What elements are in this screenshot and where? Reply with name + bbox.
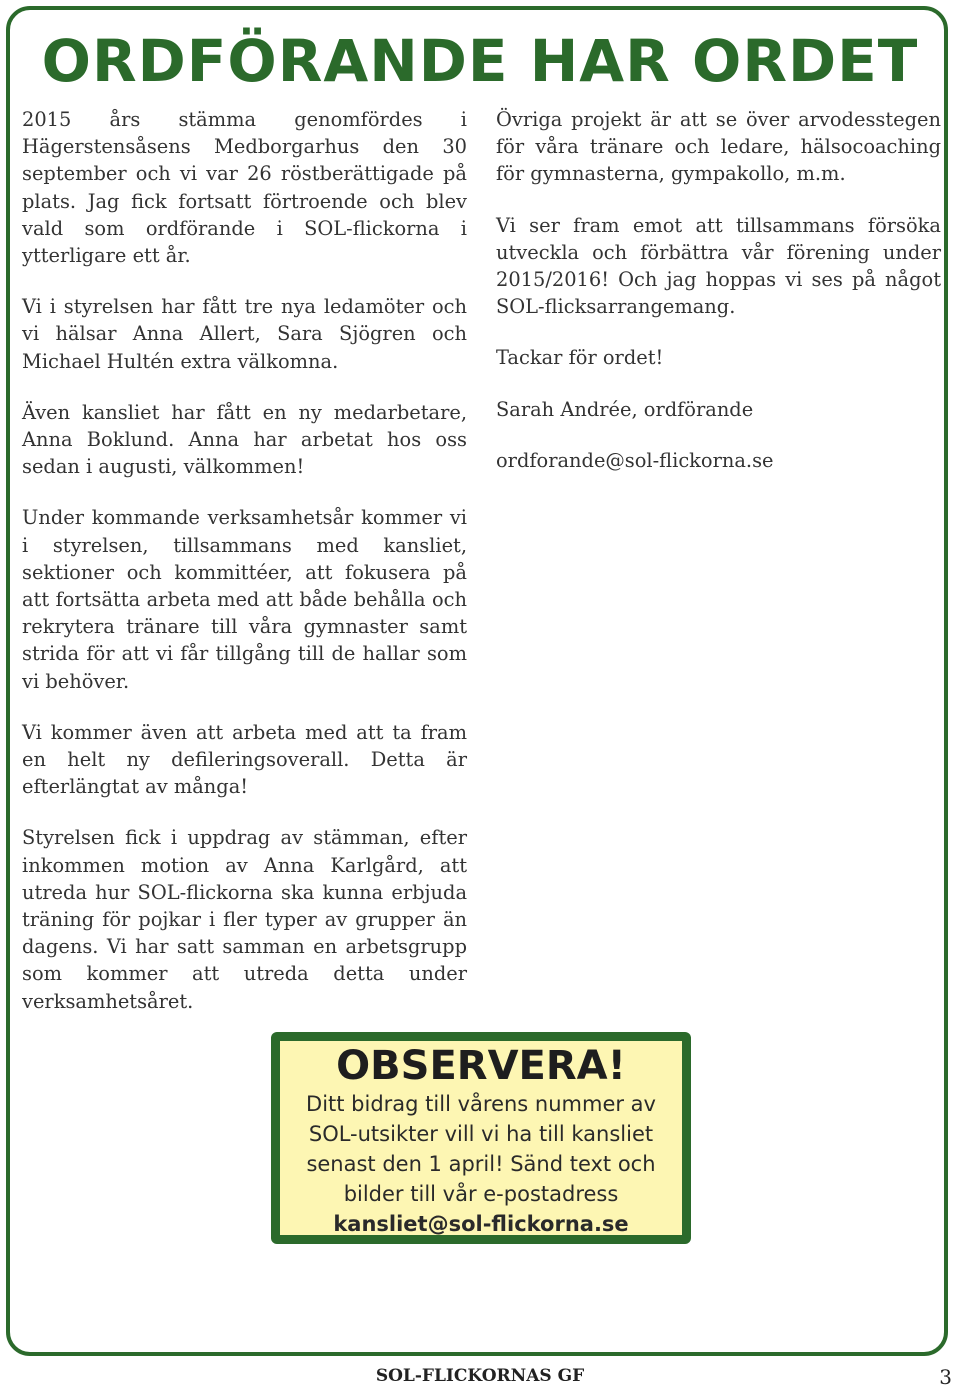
right-column [496, 106, 941, 498]
paragraph-other-projects: Övriga projekt är att se över arvodesstegen för våra tränare och ledare, hälsocoaching för gymnasterna, gympakollo, m.m. [496, 108, 941, 186]
notice-line: Ditt bidrag till vårens nummer av [306, 1092, 656, 1116]
notice-email: kansliet@sol-flickorna.se [333, 1212, 629, 1236]
page-title: ORDFÖRANDE HAR ORDET [41, 27, 919, 95]
notice-inner [278, 1039, 684, 1237]
left-column [22, 106, 467, 1039]
paragraph-new-board-members: Vi i styrelsen har fått tre nya ledamöter och vi hälsar Anna Allert, Sara Sjögren och Michael Hultén extra välkomna. [22, 295, 467, 373]
paragraph-focus-areas: Under kommande verksamhetsår kommer vi i styrelsen, tillsammans med kansliet, sektioner och kommittéer, att fokusera på att fortsätta arbeta med att både behålla och rekrytera tränare till våra gymnaster samt strida för att vi får tillgång till de hallar som vi behöver. [22, 506, 467, 693]
page-number: 3 [939, 1365, 952, 1389]
paragraph-annual-meeting: 2015 års stämma genomfördes i Hägerstensåsens Medborgarhus den 30 september och vi var 26 röstberättigade på plats. Jag fick fortsatt förtroende och blev vald som ordförande i SOL-flickorna i ytterligare ett år. [22, 108, 467, 268]
notice-line: senast den 1 april! Sänd text och [306, 1152, 656, 1176]
notice-line: bilder till vår e-postadress [343, 1182, 619, 1206]
paragraph-thanks: Tackar för ordet! [496, 346, 664, 370]
notice-line: SOL-utsikter vill vi ha till kansliet [308, 1122, 654, 1146]
notice-box [271, 1032, 691, 1244]
notice-title: OBSERVERA! [336, 1043, 626, 1089]
chair-email: ordforande@sol-flickorna.se [496, 448, 774, 472]
paragraph-new-overall: Vi kommer även att arbeta med att ta fram en helt ny defileringsoverall. Detta är efterlängtat av många! [22, 720, 467, 799]
paragraph-looking-forward: Vi ser fram emot att tillsammans försöka utveckla och förbättra vår förening under 2015/2016! Och jag hoppas vi ses på något SOL-flicksarrangemang. [496, 213, 941, 319]
signature: Sarah Andrée, ordförande [496, 397, 754, 421]
paragraph-new-staff: Även kansliet har fått en ny medarbetare, Anna Boklund. Anna har arbetat hos oss sedan i augusti, välkommen! [22, 400, 467, 479]
paragraph-boys-training: Styrelsen fick i uppdrag av stämman, efter inkommen motion av Anna Karlgård, att utreda hur SOL-flickorna ska kunna erbjuda träning för pojkar i fler typer av grupper än dagens. Vi har satt samman en arbetsgrupp som kommer att utreda detta under verksamhetsåret. [22, 826, 467, 1013]
footer-publication-name: SOL-FLICKORNAS GF [375, 1366, 585, 1386]
